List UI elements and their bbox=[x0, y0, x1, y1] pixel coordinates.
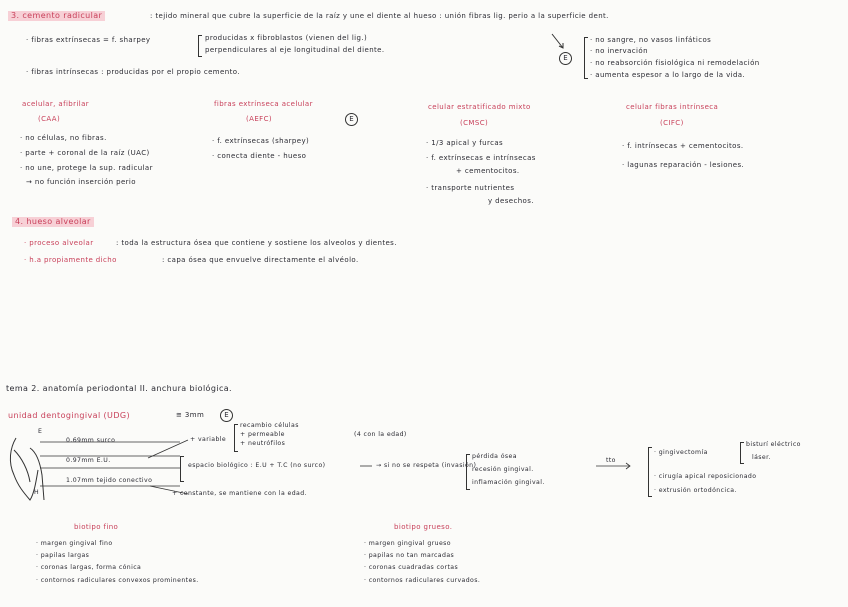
prop-item: · no inervación bbox=[590, 47, 648, 55]
hueso-label: · proceso alveolar bbox=[24, 239, 94, 247]
type-abbr: (CAA) bbox=[38, 115, 61, 123]
variable-label: + variable bbox=[190, 436, 227, 443]
type-item: · f. extrínsecas (sharpey) bbox=[212, 137, 310, 145]
constante-label: + constante, se mantiene con la edad. bbox=[172, 490, 307, 497]
biotipo-fino-item: · coronas largas, forma cónica bbox=[36, 564, 142, 571]
measure: 0.69mm surco bbox=[66, 437, 116, 444]
diagram-h-label: H bbox=[34, 489, 40, 496]
type-item: · conecta diente - hueso bbox=[212, 152, 307, 160]
biotipo-fino-item: · papilas largas bbox=[36, 552, 90, 559]
tratamiento: · extrusión ortodóncica. bbox=[654, 487, 737, 494]
biotipo-grueso-title: biotipo grueso. bbox=[394, 523, 453, 531]
type-item: → no función inserción perio bbox=[26, 178, 136, 186]
type-abbr: (CMSC) bbox=[460, 119, 489, 127]
biotipo-fino-item: · contornos radiculares convexos prominentes. bbox=[36, 577, 199, 584]
type-title: celular estratificado mixto bbox=[428, 103, 531, 111]
diagram-e-label: E bbox=[38, 428, 43, 435]
type-item: · transporte nutrientes bbox=[426, 184, 515, 192]
prop-item: · no reabsorción fisiológica ni remodelación bbox=[590, 59, 760, 67]
hueso-text: : toda la estructura ósea que contiene y sostiene los alveolos y dientes. bbox=[116, 239, 397, 247]
type-title: fibras extrínseca acelular bbox=[214, 100, 313, 108]
type-item: · 1/3 apical y furcas bbox=[426, 139, 504, 147]
consecuencia: inflamación gingival. bbox=[472, 479, 545, 486]
variable-note: (4 con la edad) bbox=[354, 431, 407, 438]
hueso-text: : capa ósea que envuelve directamente el alvéolo. bbox=[162, 256, 359, 264]
mark-e-circle: E bbox=[559, 52, 572, 65]
type-item: · f. intrínsecas + cementocitos. bbox=[622, 142, 744, 150]
hueso-label: · h.a propiamente dicho bbox=[24, 256, 117, 264]
espacio-biologico: espacio biológico : E.U + T.C (no surco) bbox=[188, 462, 326, 469]
tema2-title: tema 2. anatomía periodontal II. anchura biológica. bbox=[6, 384, 233, 393]
consecuencia: recesión gingival. bbox=[472, 466, 534, 473]
cemento-definition: : tejido mineral que cubre la superficie de la raíz y une el diente al hueso : unión fibras lig. perio a la superficie dent. bbox=[150, 12, 609, 20]
tratamiento: · gingivectomía bbox=[654, 449, 708, 456]
type-item: + cementocitos. bbox=[456, 167, 520, 175]
prop-item: · aumenta espesor a lo largo de la vida. bbox=[590, 71, 746, 79]
mark-e-circle: E bbox=[220, 409, 233, 422]
consecuencia: pérdida ósea bbox=[472, 453, 517, 460]
fibras-intrinsecas: · fibras intrínsecas : producidas por el propio cemento. bbox=[26, 68, 240, 76]
type-item: · lagunas reparación - lesiones. bbox=[622, 161, 745, 169]
type-item: · f. extrínsecas e intrínsecas bbox=[426, 154, 536, 162]
biotipo-grueso-item: · margen gingival grueso bbox=[364, 540, 451, 547]
biotipo-fino-title: biotipo fino bbox=[74, 523, 119, 531]
tratamiento: · cirugía apical reposicionado bbox=[654, 473, 757, 480]
type-abbr: (AEFC) bbox=[246, 115, 272, 123]
tratamiento-opt: láser. bbox=[752, 454, 771, 461]
type-item: · no une, protege la sup. radicular bbox=[20, 164, 153, 172]
type-title: celular fibras intrínseca bbox=[626, 103, 719, 111]
type-abbr: (CIFC) bbox=[660, 119, 684, 127]
prop-item: · no sangre, no vasos linfáticos bbox=[590, 36, 712, 44]
type-item: y desechos. bbox=[488, 197, 534, 205]
mark-e-circle: E bbox=[345, 113, 358, 126]
biotipo-fino-item: · margen gingival fino bbox=[36, 540, 113, 547]
tto-label: tto bbox=[606, 457, 616, 464]
biotipo-grueso-item: · contornos radiculares curvados. bbox=[364, 577, 481, 584]
brace bbox=[466, 454, 470, 490]
variable-item: + neutrófilos bbox=[240, 440, 286, 447]
brace bbox=[234, 424, 238, 452]
brace bbox=[648, 447, 652, 497]
variable-item: recambio células bbox=[240, 422, 299, 429]
brace bbox=[180, 456, 184, 482]
brace bbox=[740, 442, 744, 464]
fibras-extrinsecas-label: · fibras extrínsecas = f. sharpey bbox=[26, 36, 151, 44]
measure: 0.97mm E.U. bbox=[66, 457, 111, 464]
fibras-extrinsecas-1: producidas x fibroblastos (vienen del lig.) bbox=[205, 34, 368, 42]
fibras-extrinsecas-2: perpendiculares al eje longitudinal del diente. bbox=[205, 46, 385, 54]
variable-item: + permeable bbox=[240, 431, 285, 438]
si-no-respeta: → si no se respeta (invasión) bbox=[376, 462, 477, 469]
cemento-title: 3. cemento radicular bbox=[8, 11, 105, 21]
biotipo-grueso-item: · papilas no tan marcadas bbox=[364, 552, 455, 559]
tratamiento-opt: bisturí eléctrico bbox=[746, 441, 801, 448]
biotipo-grueso-item: · coronas cuadradas cortas bbox=[364, 564, 459, 571]
type-title: acelular, afibrilar bbox=[22, 100, 90, 108]
udg-approx: ≅ 3mm bbox=[176, 411, 205, 419]
measure: 1.07mm tejido conectivo bbox=[66, 477, 153, 484]
type-item: · parte + coronal de la raíz (UAC) bbox=[20, 149, 150, 157]
type-item: · no células, no fibras. bbox=[20, 134, 107, 142]
hueso-title: 4. hueso alveolar bbox=[12, 217, 94, 227]
udg-label: unidad dentogingival (UDG) bbox=[8, 411, 130, 420]
